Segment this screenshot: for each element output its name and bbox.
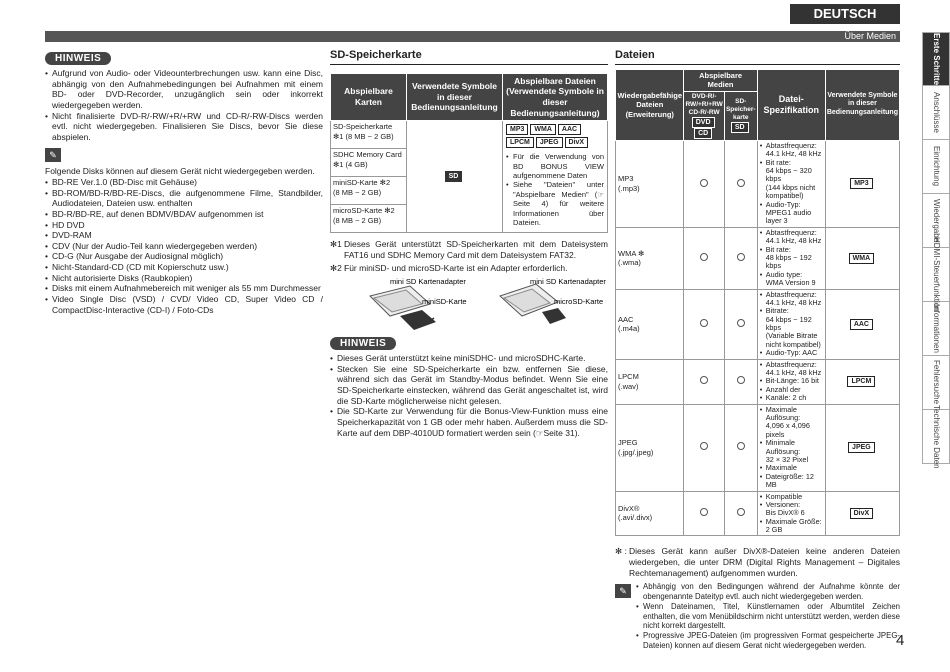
file-type-cell: [616, 140, 684, 227]
sd-card-cell: [331, 177, 407, 205]
spec-line: nicht kompatibel): [765, 339, 821, 349]
files-note-item: • Wenn Dateinamen, Titel, Künstlernamen oder Albumtitel Zeichen enthalten, die vom Menübildschirm nicht unterstützt werden, werden diese nicht korrekt dargestellt.: [636, 602, 900, 631]
supported-circle-icon: [700, 253, 708, 261]
cannot-play-item: • HD DVD: [45, 220, 323, 231]
sd-hinweis-heading: HINWEIS: [330, 337, 396, 350]
sd-symbol-cell: [407, 121, 503, 233]
supported-circle-icon: [700, 442, 708, 450]
file-spec-list: [760, 229, 823, 288]
hinweis-heading: HINWEIS: [45, 52, 111, 65]
sd-header-symbols: Verwendete Symbole in dieser Bedienungsanleitung: [407, 73, 503, 121]
files-header-spec: Datei-Spezifikation: [757, 69, 825, 140]
cannot-play-item: • Nicht autorisierte Disks (Raubkopien): [45, 273, 323, 284]
cannot-play-item: • CD-G (Nur Ausgabe der Audiosignal möglich): [45, 251, 323, 262]
file-symbol-badge: AAC: [850, 319, 873, 330]
spec-line: 44.1 kHz, 48 kHz: [765, 297, 822, 307]
sd-file-notes: [506, 152, 604, 227]
spec-item: [760, 501, 823, 518]
spec-line: 44.1 kHz, 48 kHz: [765, 149, 822, 159]
file-type-cell: [616, 491, 684, 536]
side-tab-1[interactable]: [922, 86, 950, 140]
spec-line: • Abtastfrequenz:: [765, 227, 817, 237]
side-tab-7[interactable]: [922, 404, 950, 469]
sd-badge: SD: [731, 122, 749, 133]
cannot-play-intro: Folgende Disks können auf diesem Gerät nicht wiedergegeben werden.: [45, 166, 315, 177]
sd-hinweis-item: • Dieses Gerät unterstützt keine miniSDHC- und microSDHC-Karte.: [330, 353, 608, 364]
file-type-cell: [616, 227, 684, 289]
file-symbol-cell: [825, 140, 899, 227]
file-spec-list: [760, 493, 823, 535]
left-column: [45, 52, 323, 315]
file-spec-cell: [757, 227, 825, 289]
sd-header-cards: Abspielbare Karten: [331, 73, 407, 121]
file-badge: WMA: [530, 124, 556, 135]
supported-circle-icon: [737, 442, 745, 450]
sd-support-cell: [724, 140, 757, 227]
spec-line: • Abtastfrequenz:: [765, 289, 817, 299]
sd-files-cell: [503, 121, 608, 233]
spec-item: [760, 159, 823, 201]
spec-line: 32 × 32 Pixel: [765, 454, 809, 464]
spec-item: [760, 349, 823, 357]
file-spec-list: [760, 361, 823, 403]
spec-item: [760, 246, 823, 271]
footnote-text: Für miniSD- und microSD-Karte ist ein Adapter erforderlich.: [344, 262, 568, 273]
micro-card-label: microSD-Karte: [554, 297, 604, 307]
spec-item: [760, 394, 823, 402]
file-symbol-cell: [825, 289, 899, 359]
supported-circle-icon: [700, 508, 708, 516]
file-type-cell: [616, 289, 684, 359]
files-footnote: ✻ : Dieses Gerät kann außer DivX®-Dateien keine anderen Dateien wiedergeben, die unter DRM (Digital Rights Management – Digitales Rechtemanagement) aufgenommen wurden.: [615, 546, 900, 578]
file-badge: MP3: [506, 124, 528, 135]
cannot-play-item: • CDV (Nur der Audio-Teil kann wiedergegeben werden): [45, 241, 323, 252]
spec-line: • Maximale: [765, 463, 797, 473]
mini-adapter-label: mini SD Kartenadapter: [390, 277, 466, 287]
sd-card-cell: [331, 205, 407, 233]
sd-file-badges: [506, 124, 604, 150]
side-tab-label: Technische Daten: [932, 404, 941, 469]
file-spec-cell: [757, 140, 825, 227]
side-tab-0[interactable]: [922, 32, 950, 86]
files-note-item: • Progressive JPEG-Dateien (im progressiven Format gespeicherte JPEG-Dateien) konnen auf diesem Gerat nicht wiedergegeben werden.: [636, 631, 900, 650]
sd-card-capacity: (8 MB ~ 2 GB): [333, 187, 382, 197]
cannot-play-item: • Disks mit einem Aufnahmebereich mit weniger als 55 mm Durchmesser: [45, 283, 323, 294]
supported-circle-icon: [737, 508, 745, 516]
side-tab-label: Erste Schritte: [932, 32, 941, 86]
side-tab-5[interactable]: [922, 302, 950, 356]
spec-line: • Bit-Länge: 16 bit: [765, 376, 819, 386]
sd-header-files: Abspielbare Dateien (Verwendete Symbole in dieser Bedienungsanleitung): [503, 73, 608, 121]
sd-card-cell: [331, 121, 407, 149]
spec-line: • Minimale Auflösung:: [765, 438, 801, 456]
file-badge: AAC: [558, 124, 581, 135]
spec-line: • Anzahl der: [765, 384, 801, 394]
spec-line: kompatibel): [765, 191, 804, 201]
file-type-row: [616, 140, 900, 227]
files-header-symbol: Verwendete Symbole in dieser Bedienungsanleitung: [825, 69, 899, 140]
file-type-ext: (.jpg/.jpeg): [618, 447, 654, 457]
disc-support-cell: [684, 289, 724, 359]
supported-circle-icon: [700, 319, 708, 327]
spec-line: • Audio-Typ:: [765, 199, 801, 209]
spec-line: Bis DivX® 6: [765, 508, 805, 518]
sd-support-cell: [724, 491, 757, 536]
spec-line: • Versionen:: [765, 499, 801, 509]
file-symbol-cell: [825, 404, 899, 491]
disc-support-cell: [684, 227, 724, 289]
side-tab-6[interactable]: [922, 356, 950, 410]
side-tab-2[interactable]: [922, 140, 950, 194]
spec-line: (144 kbps nicht: [765, 182, 816, 192]
spec-item: [760, 229, 823, 246]
spec-line: MPEG1 audio layer 3: [765, 208, 812, 226]
spec-line: 2 GB: [765, 525, 783, 535]
files-section-title: Dateien: [615, 49, 900, 65]
sd-section-title: SD-Speicherkarte: [330, 49, 608, 65]
side-tab-4[interactable]: [922, 237, 950, 312]
files-header-sd: SD-Speicher-karte SD: [724, 91, 757, 140]
supported-circle-icon: [737, 319, 745, 327]
spec-item: [760, 361, 823, 378]
file-spec-list: [760, 291, 823, 358]
sd-card-name: miniSD-Karte ✻2: [333, 178, 391, 188]
sd-card-section: [330, 49, 608, 438]
file-spec-cell: [757, 404, 825, 491]
file-type-cell: [616, 359, 684, 404]
sd-support-cell: [724, 227, 757, 289]
spec-line: • Bit rate:: [765, 244, 791, 254]
files-notes: [615, 582, 900, 650]
spec-line: 64 kbps ~ 192 kbps: [765, 314, 812, 333]
file-spec-list: [760, 142, 823, 226]
mini-card-label: miniSD-Karte: [422, 297, 467, 307]
file-symbol-badge: LPCM: [847, 376, 875, 387]
spec-line: • Audio-Typ: AAC: [765, 348, 818, 358]
file-spec-cell: [757, 491, 825, 536]
spec-item: [760, 271, 823, 288]
file-type-ext: (.wma): [618, 258, 641, 268]
spec-item: [760, 406, 823, 440]
cannot-play-item: • BD-ROM/BD-R/BD-RE-Discs, die aufgenommene Filme, Standbilder, Audiodateien, Dateien usw. enthalten: [45, 188, 323, 209]
file-type-row: [616, 491, 900, 536]
file-symbol-cell: [825, 359, 899, 404]
file-type-row: [616, 404, 900, 491]
file-type-ext: (.m4a): [618, 324, 640, 334]
files-header-media: Abspielbare Medien: [684, 69, 757, 91]
sd-symbol-badge: SD: [445, 171, 463, 182]
file-spec-list: [760, 406, 823, 490]
sd-footnotes: [330, 239, 608, 273]
cannot-play-item: • DVD-RAM: [45, 230, 323, 241]
disc-support-cell: [684, 140, 724, 227]
cannot-play-item: • BD-R/BD-RE, auf denen BDMV/BDAV aufgenommen ist: [45, 209, 323, 220]
spec-item: [760, 142, 823, 159]
cd-badge: CD: [694, 128, 712, 139]
files-table: [615, 69, 900, 537]
spec-line: • Dateigröße: 12 MB: [765, 471, 814, 490]
dvd-badge: DVD: [692, 117, 715, 128]
file-symbol-badge: WMA: [849, 253, 875, 264]
spec-line: • Kompatible: [765, 491, 803, 501]
file-badge: DivX: [565, 137, 589, 148]
side-tab-label: Anschlüsse: [932, 92, 941, 133]
file-symbol-cell: [825, 491, 899, 536]
spec-line: • Bit rate:: [765, 157, 791, 167]
spec-item: [760, 201, 823, 226]
section-header-bar: Über Medien: [45, 31, 900, 42]
sd-hinweis-list: [330, 353, 608, 438]
micro-adapter-label: mini SD Kartenadapter: [530, 277, 606, 287]
spec-item: [760, 518, 823, 535]
file-spec-cell: [757, 289, 825, 359]
note-pencil-icon-2: ✎: [615, 584, 631, 598]
spec-line: 64 kbps ~ 320 kbps: [765, 166, 812, 184]
sd-file-note: • Für die Verwendung von BD BONUS VIEW aufgenommene Daten: [506, 152, 604, 180]
file-type-ext: (.avi/.divx): [618, 513, 653, 523]
side-tab-label: Wiedergabe: [932, 198, 941, 243]
files-header-disc: DVD-R/-RW/+R/+RW CD-R/-RW DVD CD: [684, 91, 724, 140]
file-symbol-badge: MP3: [850, 178, 872, 189]
files-header-type: Wiedergabefähige Dateien (Erweiterung): [616, 69, 684, 140]
sd-support-cell: [724, 359, 757, 404]
spec-line: • Bitrate:: [765, 306, 789, 316]
sd-card-name: microSD-Karte ✻2: [333, 206, 395, 216]
sd-support-cell: [724, 404, 757, 491]
files-note-item: • Abhängig von den Bedingungen während der Aufnahme könnte der obengenannte Dateityp evtl. auch nicht wiedergegeben werden.: [636, 582, 900, 601]
sd-support-cell: [724, 289, 757, 359]
sd-hinweis-item: • Die SD-Karte zur Verwendung für die Bonus-View-Funktion muss eine Speicherkapazität von 1 GB oder mehr haben. Außerdem muss die SD-Karte auf dem DBP-4010UD formatiert werden sein (☞Seite 31).: [330, 406, 608, 438]
hinweis-item: • Aufgrund von Audio- oder Videounterbrechungen usw. kann eine Disc, abhängig von den Aufnahmebedingungen bei Aufnahmen mit einem BD- oder DVD-Recorder, unzugänglich sein oder inkorrekt wiedergegeben werden.: [45, 68, 323, 111]
side-tab-label: Fehlersuche: [932, 360, 941, 405]
cannot-play-list: [45, 177, 323, 315]
file-symbol-cell: [825, 227, 899, 289]
spec-line: • Kanäle: 2 ch: [765, 393, 807, 403]
file-type-name: MP3: [618, 174, 634, 184]
spec-line: 4,096 x 4,096 pixels: [765, 421, 810, 439]
spec-line: • Audio type:: [765, 269, 803, 279]
supported-circle-icon: [737, 253, 745, 261]
spec-item: [760, 439, 823, 464]
hinweis-list: [45, 68, 323, 142]
supported-circle-icon: [737, 376, 745, 384]
file-type-name: AAC: [618, 314, 634, 324]
page-number: 4: [896, 632, 905, 649]
file-badge: JPEG: [536, 137, 563, 148]
spec-item: [760, 307, 823, 349]
file-type-ext: (.wav): [618, 381, 639, 391]
spec-item: [760, 291, 823, 308]
supported-circle-icon: [737, 179, 745, 187]
side-tab-label: Einrichtung: [932, 146, 941, 187]
spec-line: 48 kbps ~ 192 kbps: [765, 252, 812, 271]
sd-card-name: SDHC Memory Card: [333, 150, 402, 160]
file-type-row: [616, 289, 900, 359]
disc-support-cell: [684, 359, 724, 404]
sd-card-capacity: (8 MB ~ 2 GB): [333, 215, 382, 225]
side-tab-label: HDMI-Steuerfunktion: [932, 237, 941, 312]
spec-item: [760, 473, 823, 490]
sd-footnote: [330, 263, 608, 274]
file-type-cell: [616, 404, 684, 491]
sd-footnote: [330, 239, 608, 260]
mini-sd-adapter-figure: [370, 286, 436, 330]
sd-card-table: [330, 73, 608, 234]
file-type-row: [616, 359, 900, 404]
file-type-row: [616, 227, 900, 289]
file-symbol-badge: DivX: [850, 508, 874, 519]
cannot-play-item: • BD-RE Ver.1.0 (BD-Disc mit Gehäuse): [45, 177, 323, 188]
side-tab-label: Informationen: [932, 304, 941, 353]
disc-support-cell: [684, 404, 724, 491]
file-type-name: DivX®: [618, 504, 640, 514]
sd-card-name: SD-Speicherkarte: [333, 122, 393, 132]
sd-card-capacity: ✻1 (8 MB ~ 2 GB): [333, 131, 394, 141]
file-badge: LPCM: [506, 137, 534, 148]
file-spec-cell: [757, 359, 825, 404]
spec-line: 44.1 kHz, 48 kHz: [765, 236, 822, 246]
supported-circle-icon: [700, 376, 708, 384]
supported-circle-icon: [700, 179, 708, 187]
note-pencil-icon: ✎: [45, 148, 61, 162]
file-type-name: LPCM: [618, 372, 639, 382]
hinweis-item: • Nicht finalisierte DVD-R/-RW/+R/+RW und CD-R/-RW-Discs werden evtl. nicht wiedergegeben. Finalisieren Sie Discs, bevor Sie diese abspielen.: [45, 111, 323, 143]
file-type-ext: (.mp3): [618, 183, 640, 193]
spec-line: • Abtastfrequenz:: [765, 359, 817, 369]
footnote-text: Dieses Gerät unterstützt SD-Speicherkarten mit dem Dateisystem FAT16 und SDHC Memory Card mit dem Dateisystem FAT32.: [344, 239, 608, 260]
spec-line: • Maximale Auflösung:: [765, 404, 801, 422]
card-adapter-illustration: [330, 276, 608, 334]
cannot-play-item: • Nicht-Standard-CD (CD mit Kopierschutz usw.): [45, 262, 323, 273]
sd-card-row: [331, 121, 608, 149]
spec-line: • Maximale Größe:: [765, 516, 822, 526]
sd-card-capacity: ✻1 (4 GB): [333, 159, 368, 169]
spec-line: (Variable Bitrate: [765, 331, 818, 341]
footnote-mark: ✻1 :: [330, 239, 347, 250]
file-type-name: WMA ✻: [618, 248, 645, 258]
spec-line: 44.1 kHz, 48 kHz: [765, 368, 822, 378]
footnote-mark: ✻2 :: [330, 262, 347, 273]
file-symbol-badge: JPEG: [848, 442, 875, 453]
sd-file-note: • Siehe "Dateien" unter "Abspielbare Medien" (☞Seite 4) für weitere Informationen über Dateien.: [506, 180, 604, 227]
sd-card-cell: [331, 149, 407, 177]
file-type-name: JPEG: [618, 438, 638, 448]
files-section: [615, 49, 900, 650]
cannot-play-item: • Video Single Disc (VSD) / CVD/ Video CD, Super Video CD / CompactDisc-Interactive (CD-I) / Foto-CDs: [45, 294, 323, 315]
side-navigation: [922, 32, 950, 520]
spec-line: WMA Version 9: [765, 278, 816, 288]
disc-support-cell: [684, 491, 724, 536]
spec-line: • Abtastfrequenz:: [765, 140, 817, 150]
sd-hinweis-item: • Stecken Sie eine SD-Speicherkarte ein bzw. entfernen Sie diese, während sich das Gerät im Standby-Modus befindet. Wenn Sie eine SD-Speicherkarte einstecken, während das Gerät angeschaltet ist, wird die SD-Karte möglicherweise nicht gelesen.: [330, 364, 608, 407]
language-tab: DEUTSCH: [790, 4, 900, 24]
